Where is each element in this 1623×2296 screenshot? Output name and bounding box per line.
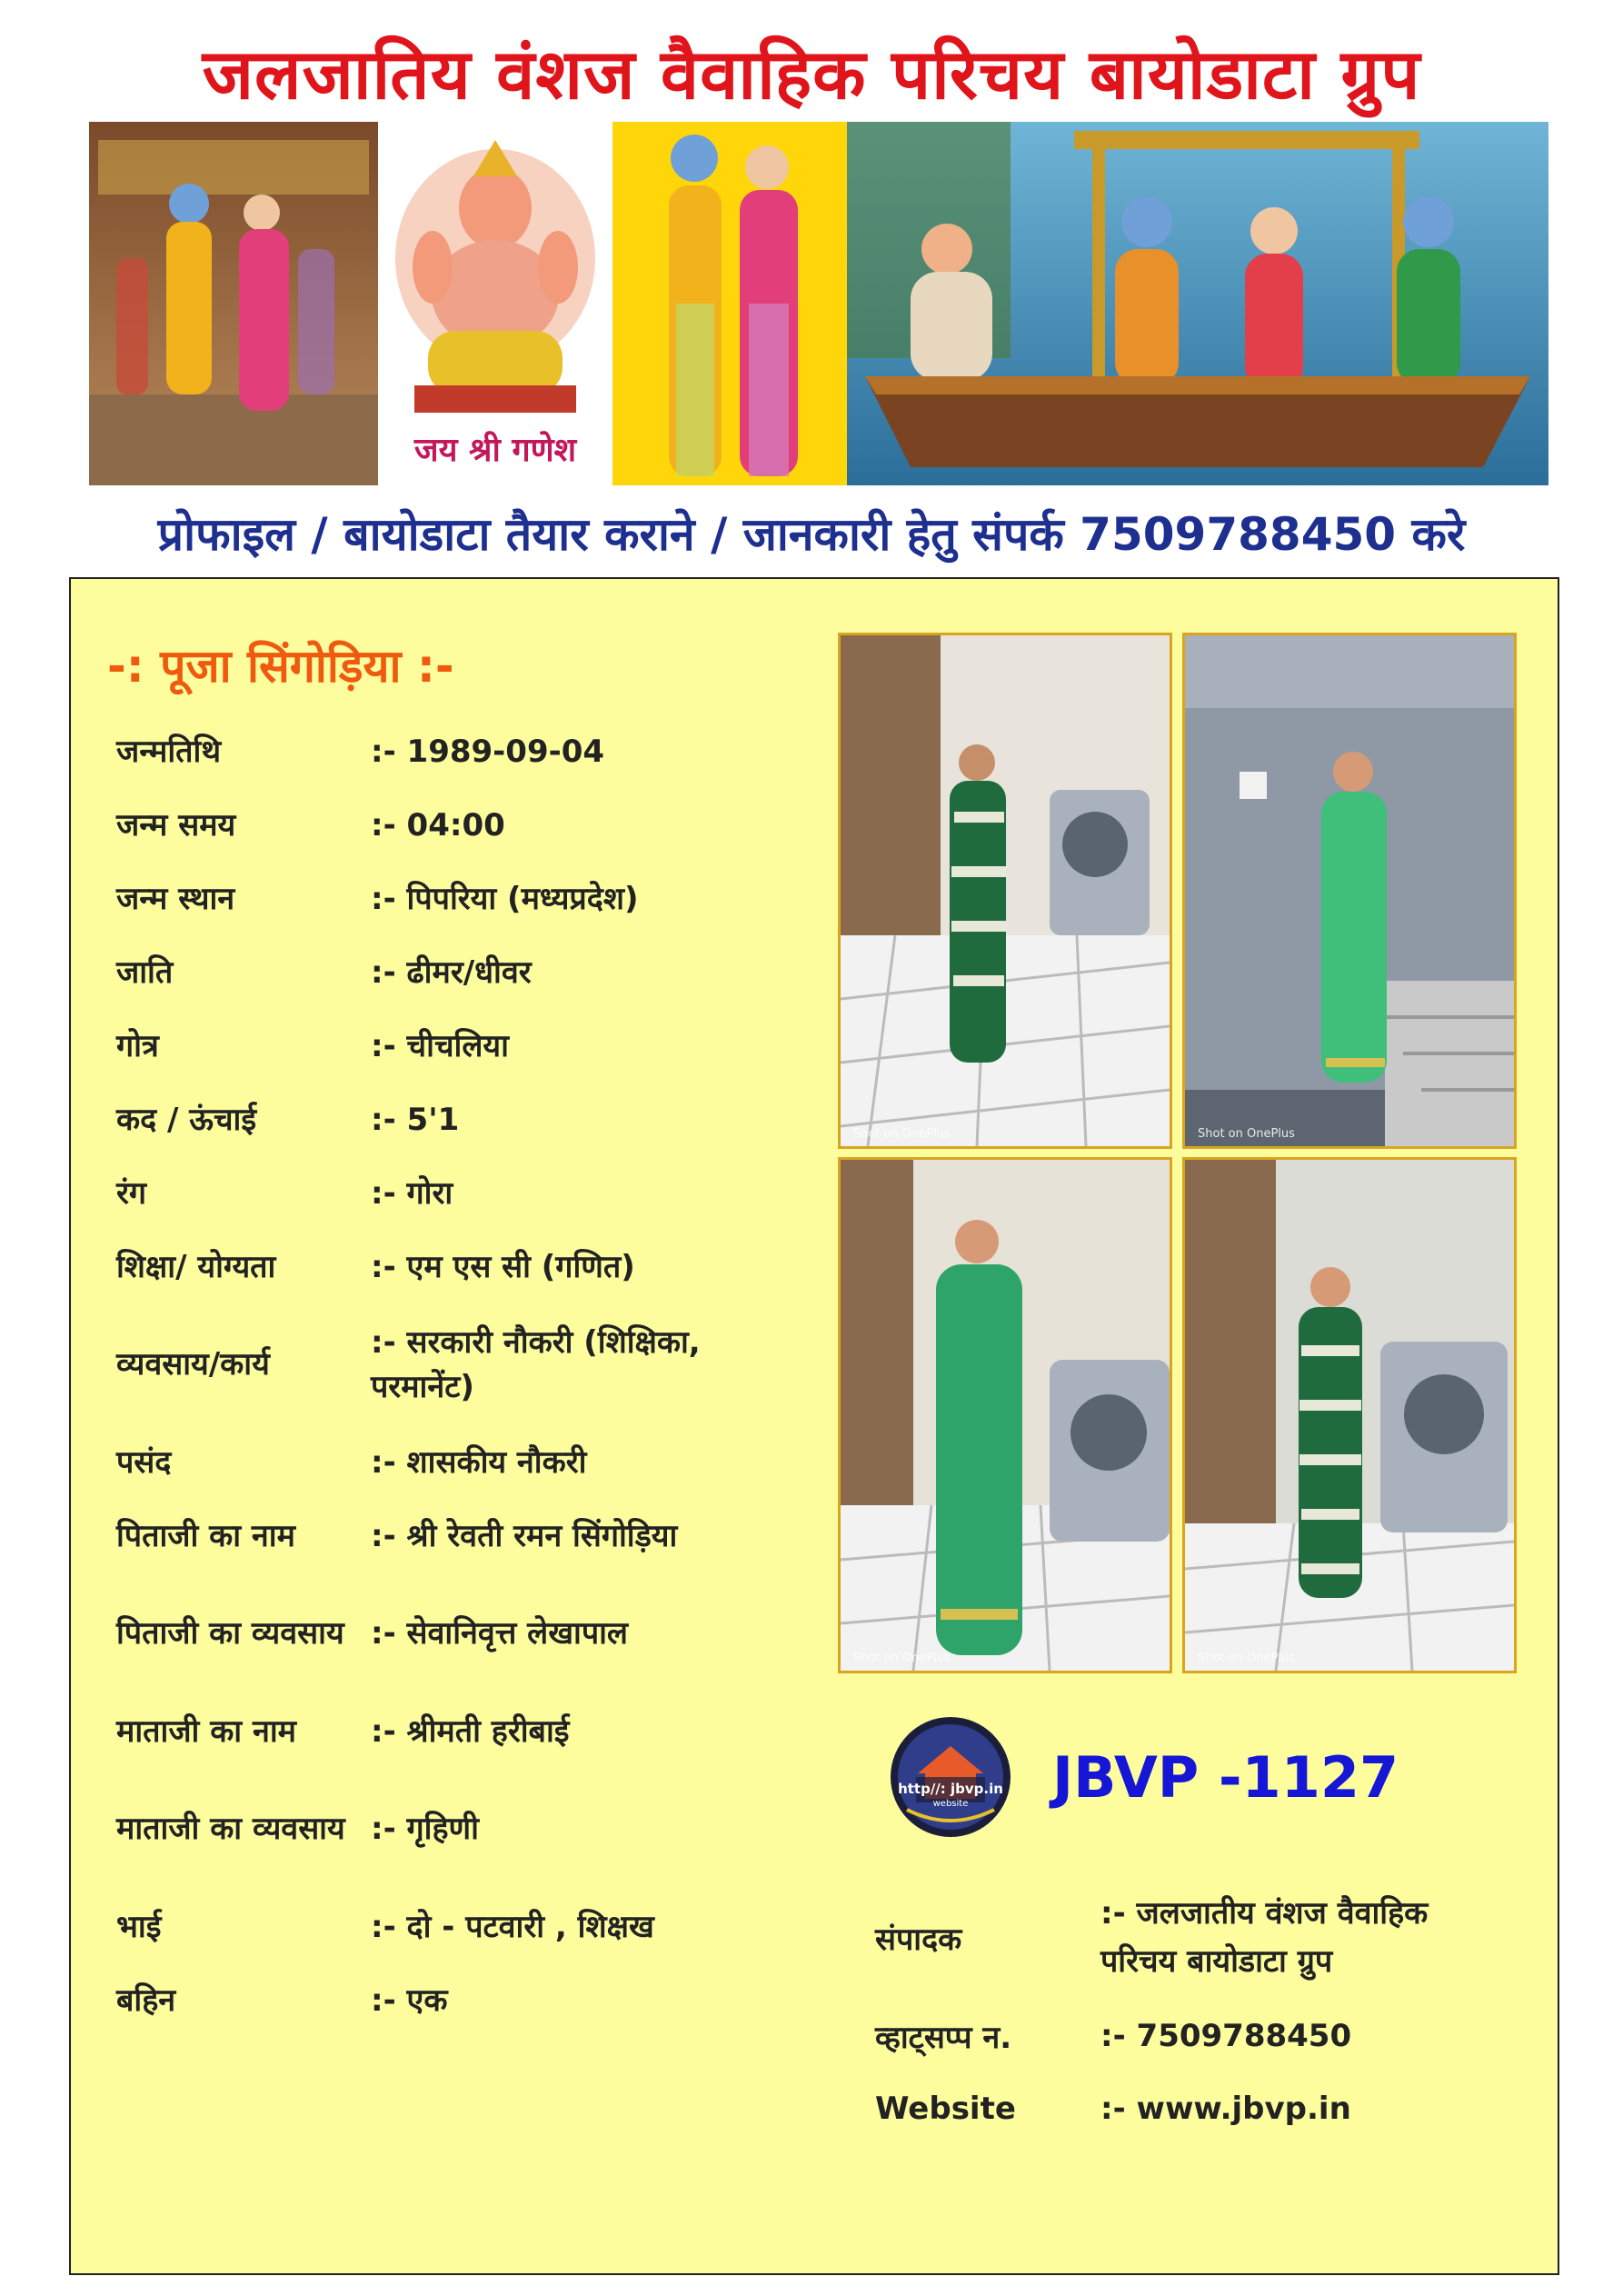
field-value: :- ढीमर/धीवर [371, 953, 532, 991]
photo-watermark: Shot on OnePlus [1198, 1652, 1295, 1665]
field-label: जाति [116, 953, 174, 991]
field-label: रंग [116, 1174, 147, 1212]
field-row-caste [116, 936, 807, 1010]
profile-name: -: पूजा सिंगोड़िया :- [107, 640, 454, 693]
field-value: :- सेवानिवृत्त लेखापाल [371, 1615, 628, 1652]
field-value: :- गोरा [371, 1174, 453, 1212]
photo-watermark: Shot on OnePlus [853, 1127, 951, 1141]
editor-row [875, 1883, 1475, 1992]
field-label: माताजी का व्यवसाय [116, 1811, 345, 1848]
field-row-sisters [116, 1964, 807, 2038]
field-value: :- 5'1 [371, 1101, 460, 1138]
website-row [875, 2077, 1475, 2141]
field-label: जन्म स्थान [116, 880, 235, 917]
website-value[interactable]: :- www.jbvp.in [1100, 2090, 1351, 2127]
field-label: पिताजी का व्यवसाय [116, 1615, 344, 1652]
field-value: :- चीचलिया [371, 1027, 509, 1064]
field-row-mother-name [116, 1695, 807, 1769]
banner-ram-sita-image [612, 122, 847, 485]
field-value: :- एम एस सी (गणित) [371, 1248, 635, 1285]
field-value: :- श्रीमती हरीबाई [371, 1712, 570, 1750]
field-value: :- 04:00 [371, 806, 505, 844]
field-value: :- सरकारी नौकरी (शिक्षिका, परमानेंट) [371, 1323, 701, 1405]
profile-photo-1 [838, 633, 1172, 1149]
field-value: :- 1989-09-04 [371, 733, 605, 770]
profile-fields [116, 715, 807, 2038]
banner-ganesh-image [378, 122, 612, 485]
devotional-banner [89, 122, 1548, 485]
whatsapp-value: :- 7509788450 [1100, 2017, 1352, 2054]
field-row-brothers [116, 1891, 807, 1964]
field-row-birth-place [116, 863, 807, 936]
website-label: Website [875, 2091, 1016, 2127]
biodata-card [69, 577, 1559, 2275]
field-label: जन्म समय [116, 806, 236, 844]
field-label: जन्मतिथि [116, 733, 222, 770]
profile-photo-4 [1182, 1157, 1517, 1673]
field-row-occupation [116, 1304, 807, 1426]
ganesh-caption: जय श्री गणेश [413, 432, 577, 469]
field-row-dob [116, 715, 807, 789]
whatsapp-row [875, 2004, 1475, 2068]
field-row-father-occupation [116, 1573, 807, 1695]
whatsapp-label: व्हाट्सप्प न. [875, 2020, 1012, 2056]
field-row-gotra [116, 1010, 807, 1083]
field-value: :- पिपरिया (मध्यप्रदेश) [371, 880, 639, 917]
field-value: :- एक [371, 1982, 448, 2019]
contact-line: प्रोफाइल / बायोडाटा तैयार कराने / जानकारी हेतु संपर्क 7509788450 करे [157, 508, 1466, 561]
field-label: बहिन [116, 1982, 176, 2019]
field-row-complexion [116, 1157, 807, 1231]
profile-code: JBVP -1127 [1052, 1744, 1399, 1811]
field-label: भाई [116, 1908, 162, 1945]
field-label: माताजी का नाम [116, 1712, 296, 1750]
field-value: :- श्री रेवती रमन सिंगोड़िया [371, 1517, 678, 1554]
field-row-preference [116, 1426, 807, 1500]
field-label: शिक्षा/ योग्यता [116, 1248, 276, 1285]
banner-ram-sita-wedding-image [89, 122, 378, 485]
jbvp-logo [889, 1715, 1012, 1839]
profile-photo-2 [1182, 633, 1517, 1149]
logo-url-text: http//: jbvp.in [898, 1781, 1003, 1797]
field-value: :- दो - पटवारी , शिक्षख [371, 1908, 654, 1945]
field-label: पसंद [116, 1443, 172, 1481]
field-row-birth-time [116, 789, 807, 863]
photo-watermark: Shot on OnePlus [1198, 1127, 1295, 1141]
page-title: जलजातिय वंशज वैवाहिक परिचय बायोडाटा ग्रुप [202, 34, 1421, 115]
field-value: :- शासकीय नौकरी [371, 1443, 587, 1481]
field-label: गोत्र [116, 1027, 159, 1064]
field-row-height [116, 1083, 807, 1157]
profile-photo-3 [838, 1157, 1172, 1673]
field-row-mother-occupation [116, 1769, 807, 1891]
banner-boat-scene-image [847, 122, 1548, 485]
photo-watermark: Shot on OnePlus [853, 1652, 951, 1665]
field-label: पिताजी का नाम [116, 1517, 295, 1554]
field-row-father-name [116, 1500, 807, 1573]
editor-value: :- जलजातीय वंशज वैवाहिक परिचय बायोडाटा ग्रुप [1100, 1895, 1429, 1980]
field-value: :- गृहिणी [371, 1811, 479, 1848]
field-label: कद / ऊंचाई [116, 1101, 257, 1138]
logo-sub-text: website [932, 1799, 969, 1809]
editor-label: संपादक [875, 1922, 962, 1958]
field-row-education [116, 1231, 807, 1304]
field-label: व्यवसाय/कार्य [116, 1346, 270, 1383]
